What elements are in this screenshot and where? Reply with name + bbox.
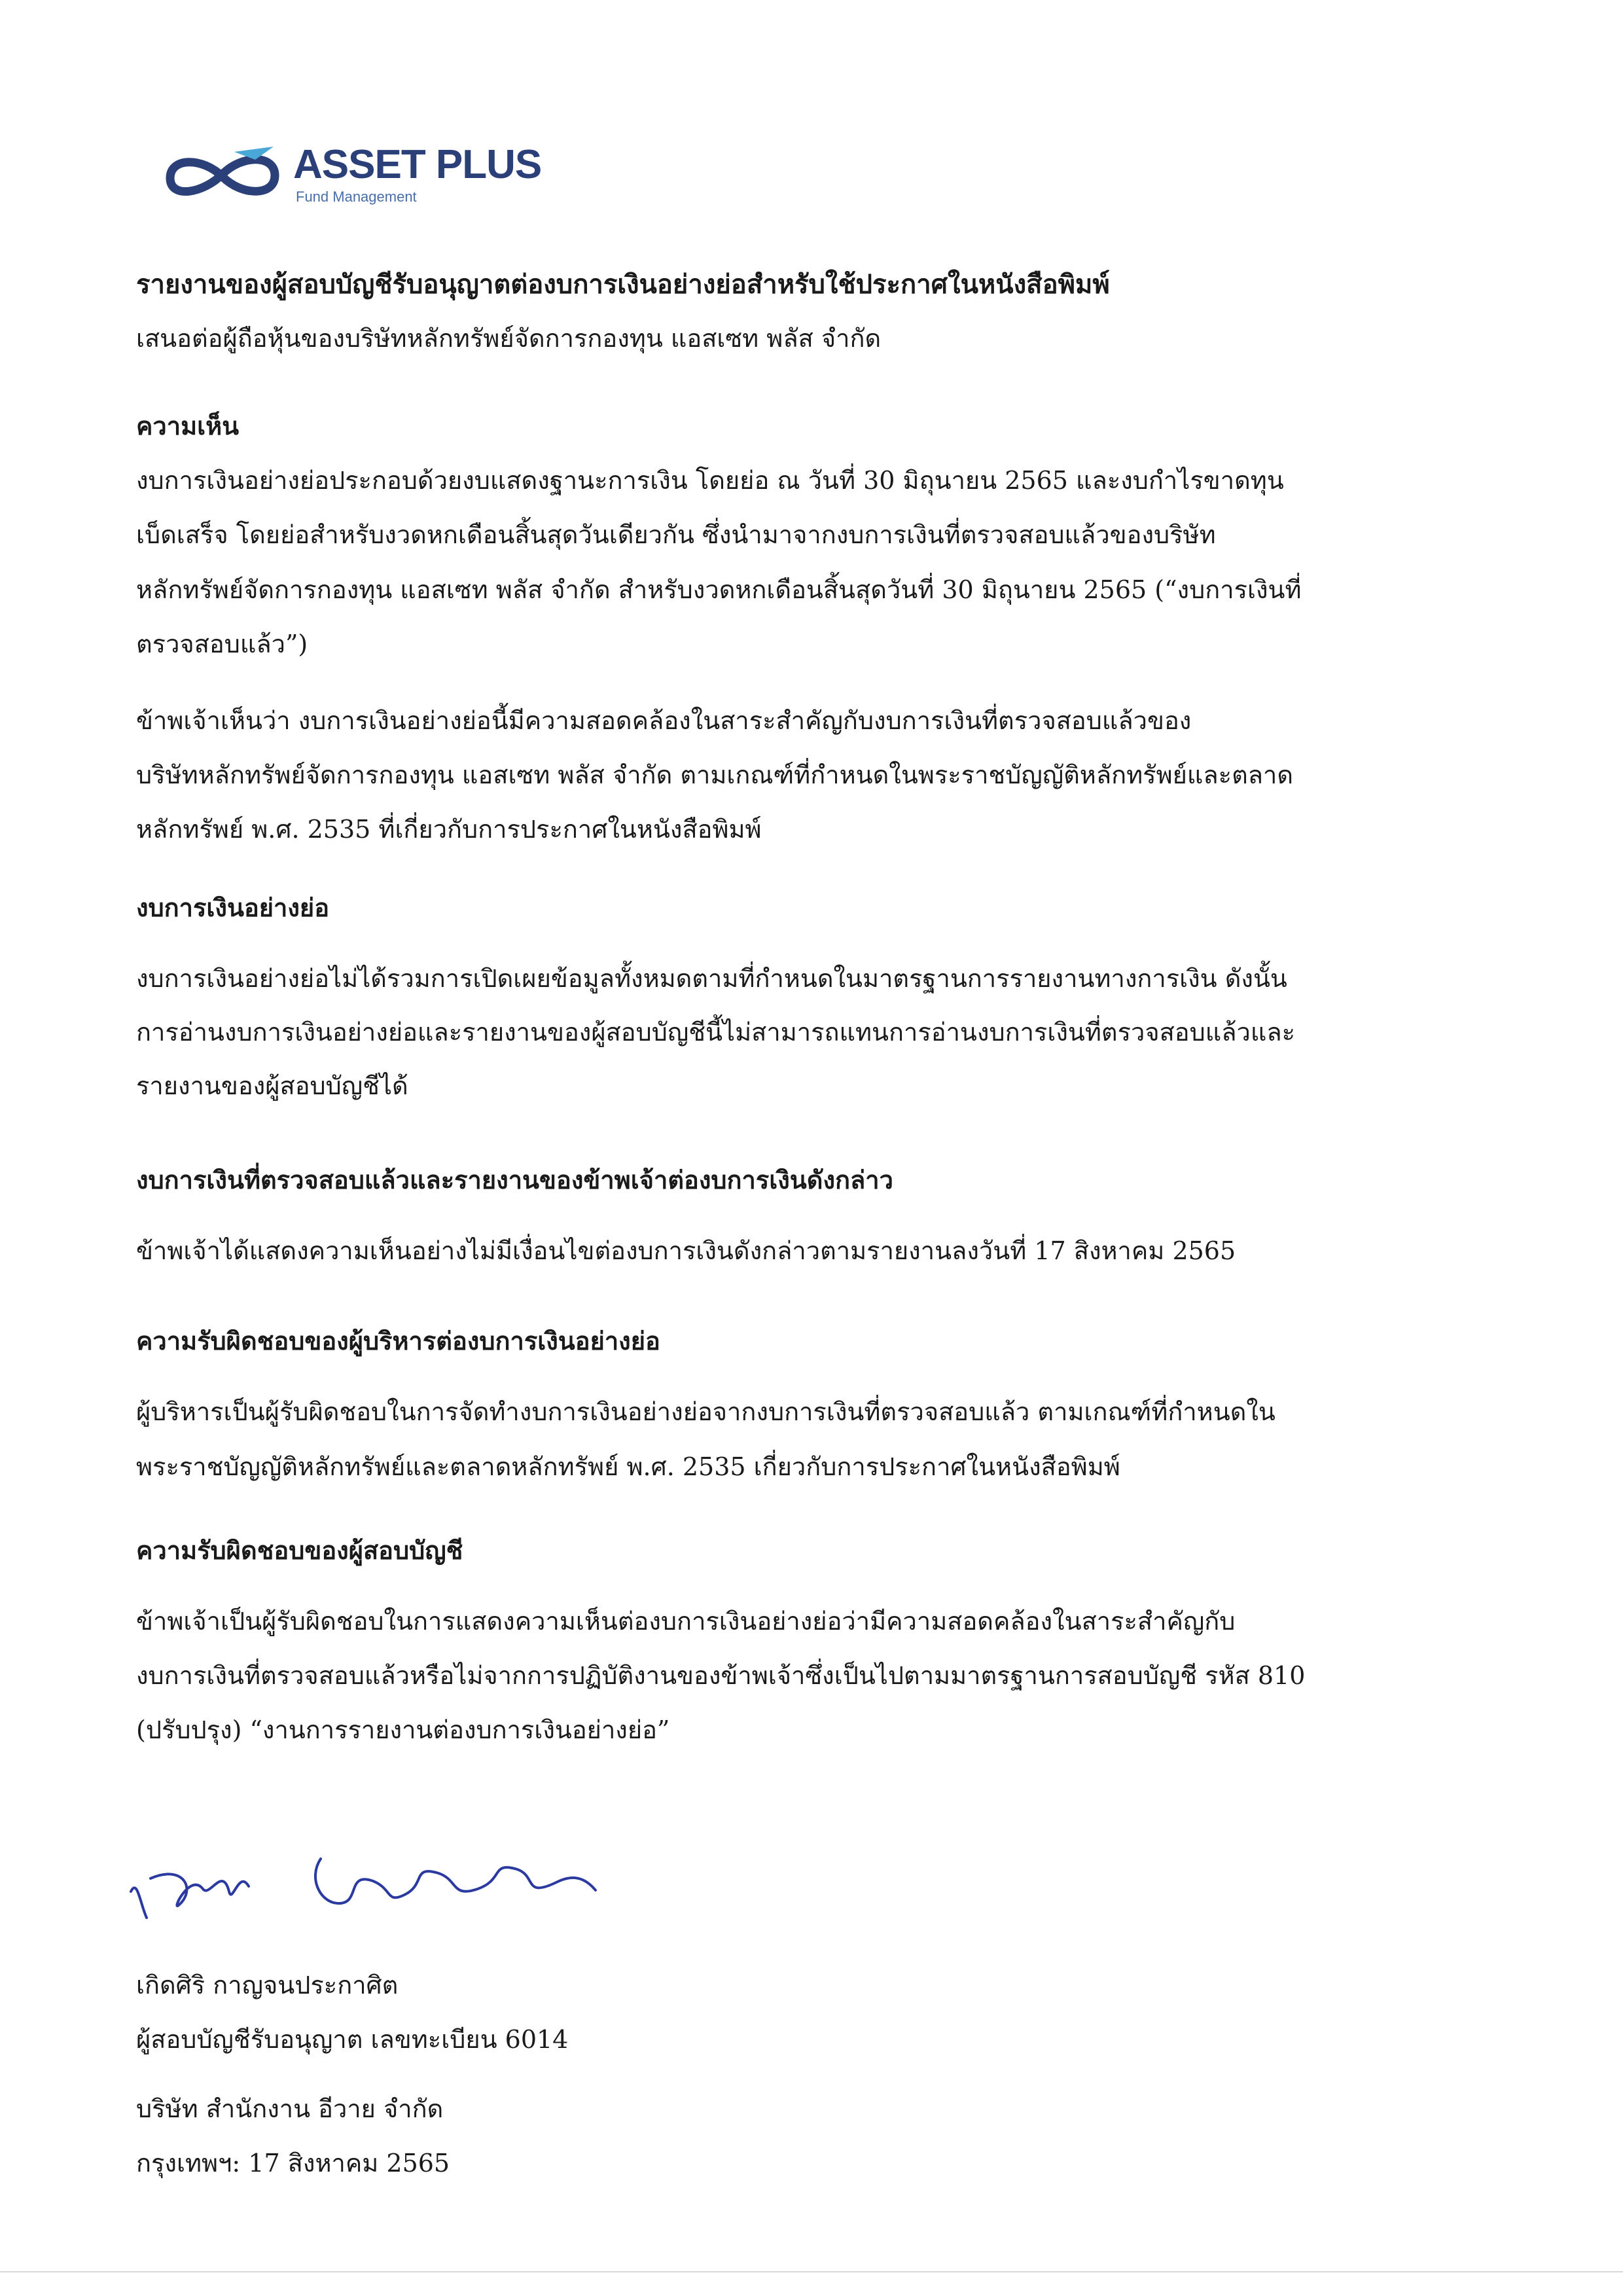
summary-paragraph-line: การอ่านงบการเงินอย่างย่อและรายงานของผู้สอบบัญชีนี้ไม่สามารถแทนการอ่านงบการเงินที่ตรวจสอบแล้วและ [136,1018,1296,1047]
addressee: เสนอต่อผู้ถือหุ้นของบริษัทหลักทรัพย์จัดการกองทุน แอสเซท พลัส จำกัด [136,324,882,353]
opinion-paragraph-2-line: บริษัทหลักทรัพย์จัดการกองทุน แอสเซท พลัส จำกัด ตามเกณฑ์ที่กำหนดในพระราชบัญญัติหลักทรัพย์และตลาด [136,761,1294,789]
management-paragraph-line: ผู้บริหารเป็นผู้รับผิดชอบในการจัดทำงบการเงินอย่างย่อจากงบการเงินที่ตรวจสอบแล้ว ตามเกณฑ์ที่กำหนดใน [136,1397,1275,1426]
audit-firm: บริษัท สำนักงาน อีวาย จำกัด [136,2094,444,2123]
management-heading: ความรับผิดชอบของผู้บริหารต่องบการเงินอย่างย่อ [136,1326,660,1355]
opinion-heading: ความเห็น [136,411,240,440]
report-title: รายงานของผู้สอบบัญชีรับอนุญาตต่องบการเงินอย่างย่อสำหรับใช้ประกาศในหนังสือพิมพ์ [136,269,1110,300]
summary-heading: งบการเงินอย่างย่อ [136,893,330,922]
opinion-paragraph-1-line: เบ็ดเสร็จ โดยย่อสำหรับงวดหกเดือนสิ้นสุดวันเดียวกัน ซึ่งนำมาจากงบการเงินที่ตรวจสอบแล้วของบริษัท [136,520,1216,549]
audited-heading: งบการเงินที่ตรวจสอบแล้วและรายงานของข้าพเจ้าต่องบการเงินดังกล่าว [136,1165,893,1194]
audited-paragraph: ข้าพเจ้าได้แสดงความเห็นอย่างไม่มีเงื่อนไขต่องบการเงินดังกล่าวตามรายงานลงวันที่ 17 สิงหาคม 2565 [136,1236,1236,1265]
opinion-paragraph-2-line: ข้าพเจ้าเห็นว่า งบการเงินอย่างย่อนี้มีความสอดคล้องในสาระสำคัญกับงบการเงินที่ตรวจสอบแล้วของ [136,706,1192,735]
summary-paragraph-line: รายงานของผู้สอบบัญชีได้ [136,1071,408,1100]
page-bottom-rule [0,2271,1623,2272]
auditor-paragraph-line: (ปรับปรุง) “งานการรายงานต่องบการเงินอย่างย่อ” [136,1715,670,1744]
logo-tagline: Fund Management [296,188,417,205]
auditor-paragraph-line: ข้าพเจ้าเป็นผู้รับผิดชอบในการแสดงความเห็นต่องบการเงินอย่างย่อว่ามีความสอดคล้องในสาระสำคัญกับ [136,1607,1236,1636]
auditor-paragraph-line: งบการเงินที่ตรวจสอบแล้วหรือไม่จากการปฏิบัติงานของข้าพเจ้าซึ่งเป็นไปตามมาตรฐานการสอบบัญชี รหัส 810 [136,1661,1306,1690]
opinion-paragraph-1-line: ตรวจสอบแล้ว”) [136,630,308,658]
opinion-paragraph-1-line: งบการเงินอย่างย่อประกอบด้วยงบแสดงฐานะการเงิน โดยย่อ ณ วันที่ 30 มิถุนายน 2565 และงบกำไรขาดทุน [136,466,1284,495]
opinion-paragraph-2-line: หลักทรัพย์ พ.ศ. 2535 ที่เกี่ยวกับการประกาศในหนังสือพิมพ์ [136,815,762,844]
management-paragraph-line: พระราชบัญญัติหลักทรัพย์และตลาดหลักทรัพย์ พ.ศ. 2535 เกี่ยวกับการประกาศในหนังสือพิมพ์ [136,1452,1120,1481]
logo-brand-name: ASSET PLUS [293,142,542,187]
handwritten-signature [124,1826,609,1937]
summary-paragraph-line: งบการเงินอย่างย่อไม่ได้รวมการเปิดเผยข้อมูลทั้งหมดตามที่กำหนดในมาตรฐานการรายงานทางการเงิน ดังนั้น [136,964,1287,993]
company-logo [157,131,542,216]
auditor-name: เกิดศิริ กาญจนประกาศิต [136,1971,399,2000]
auditor-license: ผู้สอบบัญชีรับอนุญาต เลขทะเบียน 6014 [136,2025,569,2054]
place-and-date: กรุงเทพฯ: 17 สิงหาคม 2565 [136,2149,450,2178]
opinion-paragraph-1-line: หลักทรัพย์จัดการกองทุน แอสเซท พลัส จำกัด สำหรับงวดหกเดือนสิ้นสุดวันที่ 30 มิถุนายน 2565 (“งบการเงินที่ [136,575,1302,604]
auditor-heading: ความรับผิดชอบของผู้สอบบัญชี [136,1535,463,1565]
infinity-logo-icon [157,137,288,209]
